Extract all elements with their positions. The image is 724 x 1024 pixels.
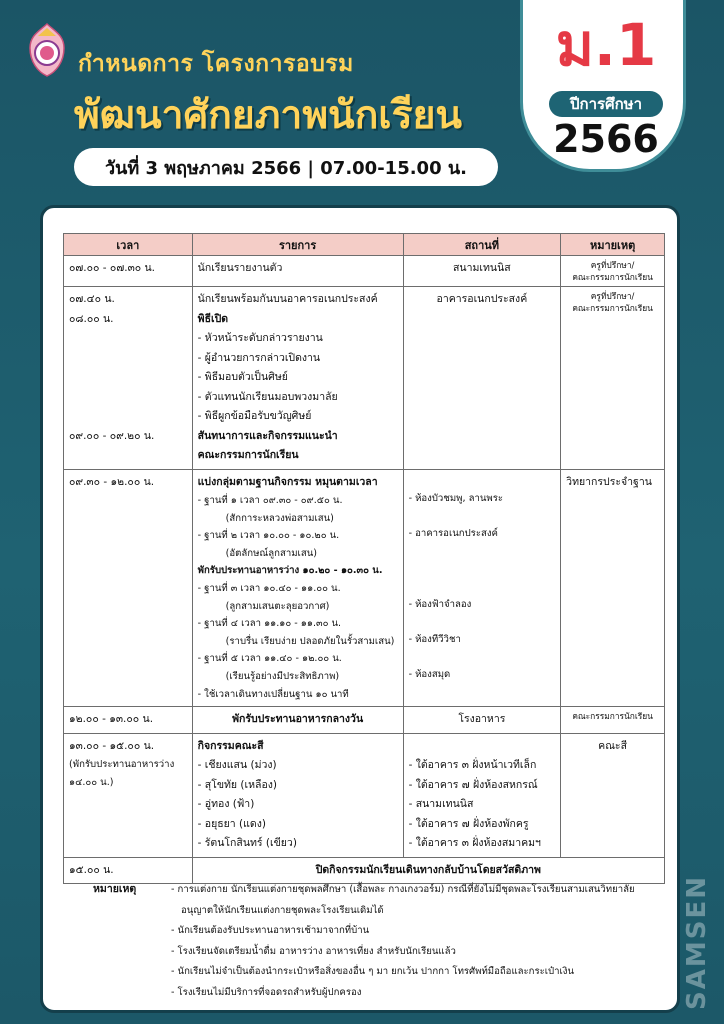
place-text: - สนามเทนนิส: [408, 798, 474, 811]
item-text: - สุโขทัย (เหลือง): [197, 778, 277, 791]
note-text: คณะกรรมการนักเรียน: [572, 711, 653, 722]
cell-note: [561, 469, 665, 707]
item-text: - พิธีมอบตัวเป็นศิษย์: [197, 371, 288, 383]
note-text: ครูที่ปรึกษา/: [590, 260, 635, 270]
table-row: [64, 287, 665, 470]
item-text: สันทนาการและกิจกรรมแนะนำ: [197, 429, 338, 442]
place-text: - อาคารอเนกประสงค์: [408, 528, 498, 540]
cell-time: [64, 469, 193, 707]
cell-place: [403, 707, 561, 734]
remarks-title: หมายเหตุ: [93, 883, 137, 895]
item-text: นักเรียนรายงานตัว: [197, 262, 283, 274]
header-subtitle: กำหนดการ โครงการอบรม: [78, 51, 354, 77]
item-text: - เชียงแสน (ม่วง): [197, 759, 277, 772]
cell-item: [192, 733, 403, 857]
remark-item: - การแต่งกาย นักเรียนแต่งกายชุดพลศึกษา (เสื้อพละ กางเกงวอร์ม) กรณีที่ยังไม่มีชุดพละโรงเรียนสามเสนวิทยาลัย: [171, 884, 635, 895]
cell-time: [64, 256, 193, 287]
cell-place: [403, 733, 561, 857]
cell-note: [561, 707, 665, 734]
item-text: - หัวหน้าระดับกล่าวรายงาน: [197, 332, 323, 344]
place-text: - ห้องบัวชมพู, ลานพระ: [408, 493, 504, 505]
remark-item: - นักเรียนต้องรับประทานอาหารเช้ามาจากที่บ้าน: [171, 925, 370, 936]
place-text: โรงอาหาร: [458, 713, 506, 726]
header-item: รายการ: [192, 234, 403, 256]
time-text: ๐๙.๓๐ - ๑๒.๐๐ น.: [69, 475, 155, 488]
item-text: (เรียนรู้อย่างมีประสิทธิภาพ): [225, 670, 340, 682]
item-text: - ผู้อำนวยการกล่าวเปิดงาน: [197, 351, 321, 364]
time-text: ๑๒.๐๐ - ๑๓.๐๐ น.: [69, 713, 154, 726]
time-text: ๑๕.๐๐ น.: [69, 863, 114, 876]
item-text: - ฐานที่ ๓ เวลา ๑๐.๔๐ - ๑๑.๐๐ น.: [197, 582, 341, 594]
item-text: - อู่ทอง (ฟ้า): [197, 798, 255, 811]
place-text: - ใต้อาคาร ๓ ฝั่งหน้าเวทีเล็ก: [408, 759, 537, 772]
item-text: - พิธีผูกข้อมือรับขวัญศิษย์: [197, 410, 312, 422]
cell-item: [192, 287, 403, 470]
table-header-row: [64, 234, 665, 256]
place-text: - ใต้อาคาร ๓ ฝั่งห้องสมาคมฯ: [408, 837, 541, 850]
item-text: - ฐานที่ ๑ เวลา ๐๙.๓๐ - ๐๙.๕๐ น.: [197, 495, 343, 506]
header-note: หมายเหตุ: [561, 234, 665, 256]
cell-place: [403, 256, 561, 287]
place-text: สนามเทนนิส: [453, 262, 511, 274]
item-text: - อยุธยา (แดง): [197, 817, 266, 830]
item-text: - ตัวแทนนักเรียนมอบพวงมาลัย: [197, 390, 338, 403]
note-text: คณะกรรมการนักเรียน: [572, 272, 653, 282]
table-row: [64, 469, 665, 707]
place-text: - ใต้อาคาร ๗ ฝั่งห้องสหกรณ์: [408, 778, 538, 791]
cell-place: [403, 469, 561, 707]
cell-place: [403, 287, 561, 470]
header-title: พัฒนาศักยภาพนักเรียน: [74, 93, 463, 138]
place-text: - ห้องฟ้าจำลอง: [408, 598, 472, 610]
table-row: [64, 707, 665, 734]
item-text: - ฐานที่ ๕ เวลา ๑๑.๔๐ - ๑๒.๐๐ น.: [197, 653, 342, 665]
item-text: (อัตลักษณ์ลูกสามเสน): [225, 547, 317, 559]
item-text: แบ่งกลุ่มตามฐานกิจกรรม หมุนตามเวลา: [197, 475, 378, 488]
item-text: - รัตนโกสินทร์ (เขียว): [197, 837, 297, 850]
item-text: กิจกรรมคณะสี: [197, 739, 264, 752]
cell-note: [561, 256, 665, 287]
schedule-table: [63, 233, 665, 884]
grade-level: ม.1: [555, 11, 657, 79]
note-text: คณะกรรมการนักเรียน: [572, 303, 653, 313]
place-text: - ห้องสมุด: [408, 669, 451, 681]
note-text: วิทยากรประจำฐาน: [566, 475, 652, 488]
remark-item: อนุญาตให้นักเรียนแต่งกายชุดพละโรงเรียนเดิมได้: [181, 904, 384, 916]
academic-year: 2566: [553, 117, 659, 161]
table-row: [64, 256, 665, 287]
cell-time: [64, 707, 193, 734]
cell-note: [561, 287, 665, 470]
cell-note: [561, 733, 665, 857]
schedule-card: [40, 205, 680, 1013]
date-banner: วันที่ 3 พฤษภาคม 2566 | 07.00-15.00 น.: [74, 148, 498, 186]
place-text: - ใต้อาคาร ๗ ฝั่งห้องพักครู: [408, 817, 529, 830]
time-text: ๐๗.๔๐ น.: [69, 293, 115, 305]
item-text: (สักการะหลวงพ่อสามเสน): [225, 512, 334, 524]
table-row: [64, 733, 665, 857]
header-place: สถานที่: [403, 234, 561, 256]
item-text: (ลูกสามเสนตะลุยอวกาศ): [225, 600, 330, 612]
time-text: ๑๓.๐๐ - ๑๕.๐๐ น.: [69, 739, 155, 752]
remark-item: - โรงเรียนไม่มีบริการที่จอดรถสำหรับผู้ปกครอง: [171, 986, 362, 998]
cell-time: [64, 733, 193, 857]
note-text: ครูที่ปรึกษา/: [590, 291, 635, 301]
header-time: เวลา: [64, 234, 193, 256]
cell-item: [192, 707, 403, 734]
item-text: พิธีเปิด: [197, 312, 229, 325]
time-text: (พักรับประทานอาหารว่าง: [69, 759, 175, 771]
place-text: - ห้องทีวีวิชา: [408, 633, 461, 645]
school-logo: [24, 22, 70, 78]
item-text: คณะกรรมการนักเรียน: [197, 449, 299, 461]
remarks-list: [171, 880, 663, 1003]
item-text: - ใช้เวลาเดินทางเปลี่ยนฐาน ๑๐ นาที: [197, 688, 349, 700]
place-text: อาคารอเนกประสงค์: [436, 293, 528, 305]
academic-year-label: ปีการศึกษา: [549, 91, 663, 117]
cell-time: [64, 287, 193, 470]
remark-item: - โรงเรียนจัดเตรียมน้ำดื่ม อาหารว่าง อาหารเที่ยง สำหรับนักเรียนแล้ว: [171, 945, 456, 957]
item-text: พักรับประทานอาหารกลางวัน: [232, 713, 364, 726]
item-text: นักเรียนพร้อมกันบนอาคารอเนกประสงค์: [197, 293, 378, 305]
samsen-watermark: SAMSEN: [682, 875, 712, 1010]
item-text: (ราบรื่น เรียบง่าย ปลอดภัยในรั้วสามเสน): [225, 635, 395, 647]
cell-item: [192, 256, 403, 287]
cell-item: [192, 469, 403, 707]
time-text: ๐๗.๐๐ - ๐๗.๓๐ น.: [69, 262, 156, 274]
time-text: ๑๔.๐๐ น.): [69, 776, 114, 788]
grade-badge: [520, 0, 686, 172]
item-text: พักรับประทานอาหารว่าง ๑๐.๒๐ - ๑๐.๓๐ น.: [197, 565, 383, 577]
item-text: - ฐานที่ ๒ เวลา ๑๐.๐๐ - ๑๐.๒๐ น.: [197, 530, 340, 542]
remark-item: - นักเรียนไม่จำเป็นต้องนำกระเป๋าหรือสิ่งของอื่น ๆ มา ยกเว้น ปากกา โทรศัพท์มือถือและกระเป๋าเงิน: [171, 966, 575, 977]
item-text: ปิดกิจกรรมนักเรียนเดินทางกลับบ้านโดยสวัสดิภาพ: [315, 863, 541, 876]
note-text: คณะสี: [598, 739, 627, 752]
time-text: ๐๘.๐๐ น.: [69, 312, 114, 325]
time-text: ๐๙.๐๐ - ๐๙.๒๐ น.: [69, 429, 155, 442]
item-text: - ฐานที่ ๔ เวลา ๑๑.๑๐ - ๑๑.๓๐ น.: [197, 618, 342, 630]
